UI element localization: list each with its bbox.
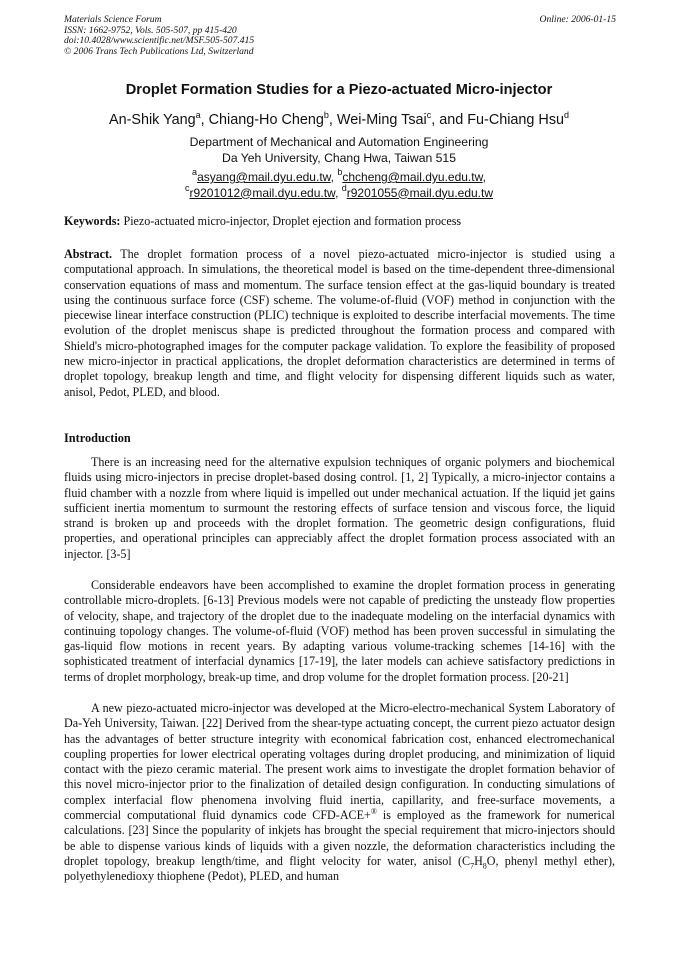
email-link-d[interactable]: r9201055@mail.dyu.edu.tw	[346, 185, 494, 200]
author-name: Fu-Chiang Hsu	[467, 112, 565, 128]
email-mark: b	[337, 167, 343, 177]
intro-paragraph-3	[64, 701, 615, 885]
author-name: Wei-Ming Tsai	[336, 112, 427, 128]
journal-header	[64, 15, 616, 57]
author-name: Chiang-Ho Cheng	[208, 112, 324, 128]
issn-line: ISSN: 1662-9752, Vols. 505-507, pp 415-420	[64, 24, 237, 36]
abstract-text: The droplet formation process of a novel piezo-actuated micro-injector is studied using a computational approach. In simulations, the theoretical model is based on the time-dependent three-dimensional conservation equations of mass and momentum. The surface tension effect at the gas-liquid boundary is treated using the continuous surface force (CSF) scheme. The volume-of-fluid (VOF) method in conjunction with the piecewise linear interface construction (PLIC) technique is exploited to describe interfacial movements. The time evolution of the droplet meniscus shape is predicted throughout the formation process and compared with Shield's micro-photographed images for the computer package validation. To explore the feasibility of proposed new micro-injector in practical applications, the droplet deformation characteristics are determined in terms of droplet topology, breakup length and time, and flight velocity for dispensing different liquids such as water, anisol, Pedot, PLED, and blood.	[64, 247, 615, 399]
subscript: 8	[482, 861, 487, 871]
author-emails: $^a$asyang@mail.dyu.edu.tw, $^b$chcheng@mail.dyu.edu.tw, $^c$r9201012@mail.dyu.edu.tw, $^d$r9201055@mail.dyu.edu.tw	[184, 167, 494, 200]
affiliation-department: Department of Mechanical and Automation Engineering	[189, 135, 489, 149]
intro-paragraph-2: Considerable endeavors have been accomplished to examine the droplet formation process in generating controllable micro-droplets. [6-13] Previous models were not capable of predicting the unsteady flow properties of velocity, shape, and trajectory of the droplet due to the inadequate modeling on the interfacial dynamics with continuing topology changes. The volume-of-fluid (VOF) method has been proven successful in simulating the gas-liquid flow motions in recent years. By adapting various volume-tracking schemes [14-16] with the sophisticated treatment of interfacial dynamics [17-19], the later models can achieve satisfactory predictions in terms of droplet morphology, break-up time, and drop volume for the droplet formation process. [20-21]	[64, 578, 615, 684]
email-mark: a	[192, 167, 198, 177]
paper-title: Droplet Formation Studies for a Piezo-actuated Micro-injector	[125, 82, 553, 98]
author-affil-mark: c	[426, 110, 432, 120]
registered-mark: ®	[370, 807, 377, 817]
journal-name: Materials Science Forum	[64, 14, 162, 25]
intro-paragraph-1: There is an increasing need for the alternative expulsion techniques of organic polymers and biochemical fluids using micro-injectors in precise droplet-based dosing control. [1, 2] Typically, a micro-injector contains a fluid chamber with a nozzle from where liquid is impelled out under mechanical actuation. If the liquid jet gains sufficient inertia momentum to surmount the restoring effects of surface tension and viscous force, the liquid strand is broken up and proceeds with the droplet formation. The geometric design configurations, fluid properties, and operational principles can appreciably affect the droplet formation process associated with an injector. [3-5]	[64, 455, 615, 561]
email-link-a[interactable]: asyang@mail.dyu.edu.tw	[197, 170, 331, 184]
author-affil-mark: a	[195, 110, 201, 120]
email-link-b[interactable]: chcheng@mail.dyu.edu.tw	[342, 170, 483, 184]
author-list	[0, 112, 678, 128]
paragraph-text: O, phenyl methyl ether), polyethylenedioxy thiophene (Pedot), PLED, and human	[64, 853, 615, 884]
email-mark: d	[341, 182, 347, 193]
keywords-text: Piezo-actuated micro-injector, Droplet ejection and formation process	[123, 214, 462, 228]
affiliation-university: Da Yeh University, Chang Hwa, Taiwan 515	[222, 151, 456, 165]
author-separator: ,	[328, 112, 337, 128]
abstract	[64, 247, 615, 400]
author-affil-mark: b	[323, 110, 329, 120]
keywords-label: Keywords:	[64, 214, 121, 228]
author-affil-mark: d	[564, 110, 570, 120]
email-link-c[interactable]: r9201012@mail.dyu.edu.tw	[189, 185, 336, 200]
author-separator: , and	[431, 112, 468, 128]
doi-line: doi:10.4028/www.scientific.net/MSF.505-507.415	[64, 35, 255, 47]
email-mark: c	[184, 182, 190, 193]
author-separator: ,	[200, 112, 209, 128]
paragraph-text: is employed as the framework for numerical calculations. [23] Since the popularity of inkjets has brought the special requirement that micro-injectors should be able to dispense various kinds of liquids with a given nozzle, the deformation characteristics including the droplet topology, breakup length/time, and flight velocity for water, anisol (C	[64, 808, 615, 868]
author-name: An-Shik Yang	[108, 112, 196, 128]
keywords	[64, 214, 615, 229]
chem-symbol: H	[474, 853, 483, 868]
copyright-line: © 2006 Trans Tech Publications Ltd, Switzerland	[64, 45, 254, 57]
paragraph-text: A new piezo-actuated micro-injector was developed at the Micro-electro-mechanical System Laboratory of Da-Yeh University, Taiwan. [22] Derived from the shear-type actuating concept, the current piezo actuator design has the advantages of better structure integrity with economical fabrication cost, enhanced electromechanical coupling properties for lower electrical operating voltages during droplet producing, and minimization of liquid contact with the piezo ceramic material. The present work aims to investigate the droplet formation behavior of this novel micro-injector prior to the finalization of detailed design configuration. In conducting simulations of complex interfacial flow phenomena involving fluid inertia, capillarity, and free-surface movements, a commercial computational fluid dynamics code CFD-ACE+	[64, 701, 615, 823]
online-date: Online: 2006-01-15	[539, 14, 616, 25]
section-heading-introduction: Introduction	[64, 431, 131, 445]
subscript: 7	[470, 861, 475, 871]
abstract-label: Abstract.	[64, 247, 113, 261]
